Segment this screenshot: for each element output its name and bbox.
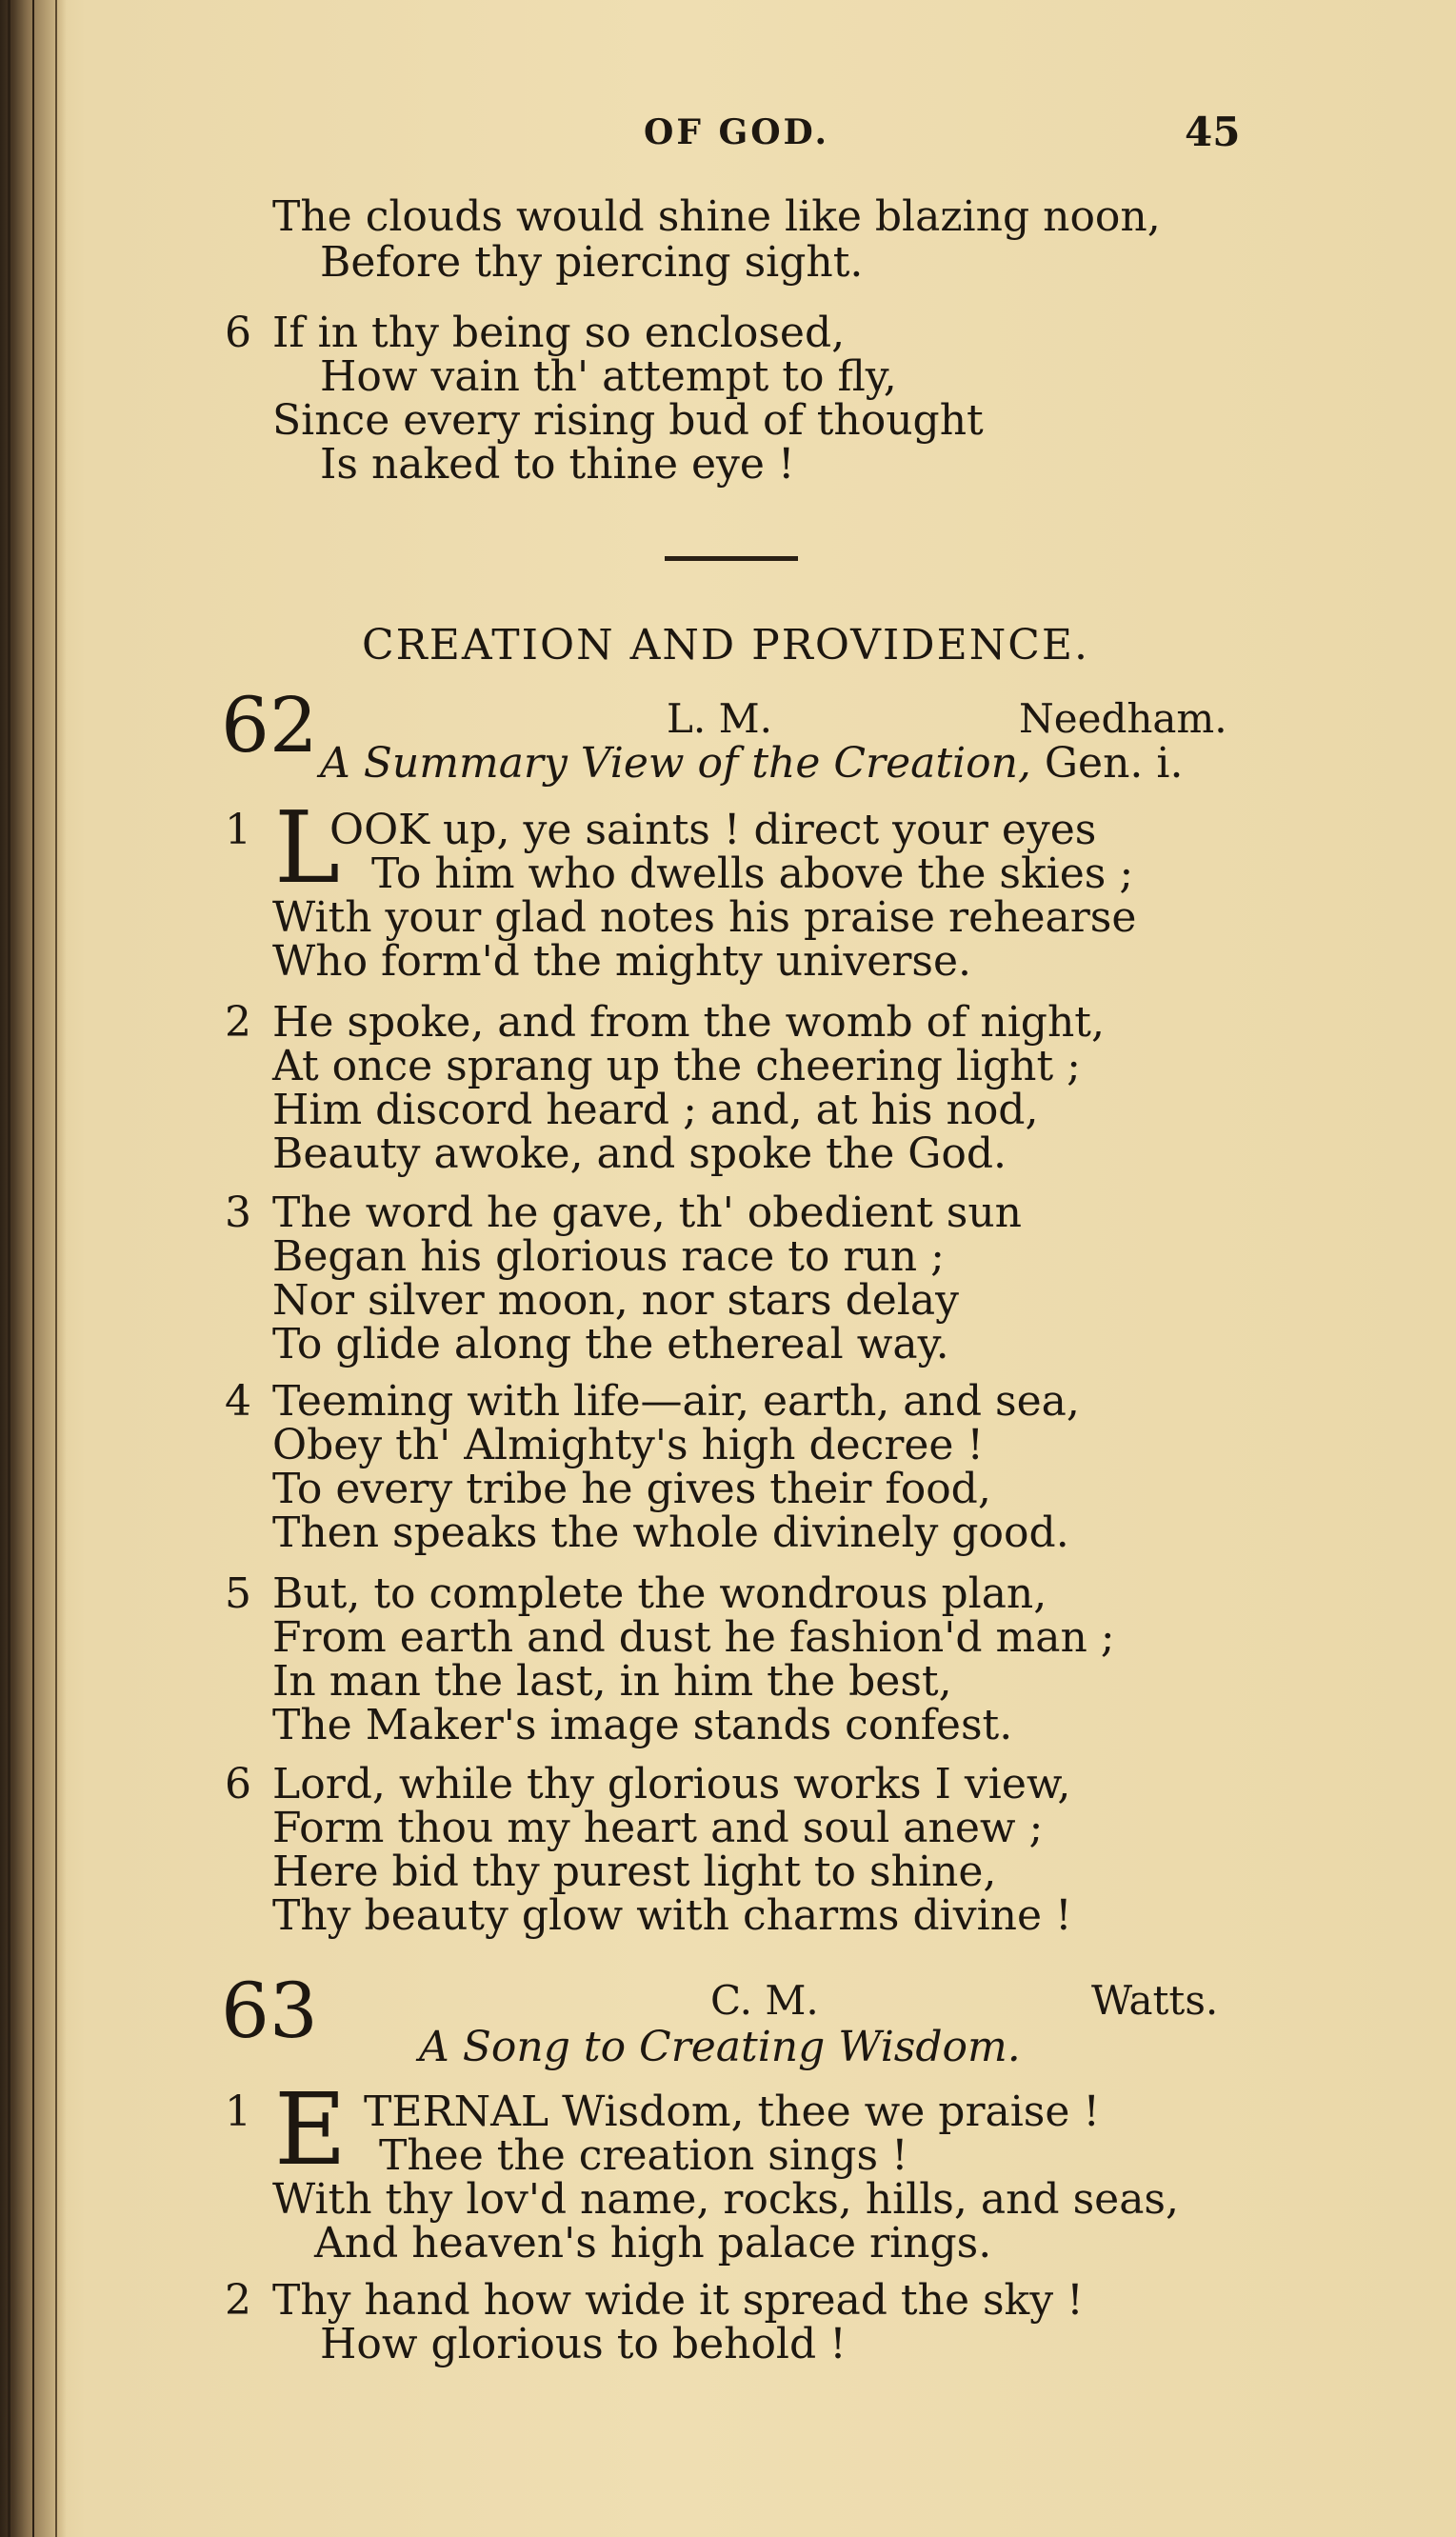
verse-line: Began his glorious race to run ;	[272, 1232, 945, 1281]
verse-line: Form thou my heart and soul anew ;	[272, 1804, 1044, 1852]
verse-line: The Maker's image stands confest.	[272, 1701, 1013, 1749]
hymn-subtitle: A Song to Creating Wisdom.	[419, 2023, 1021, 2071]
verse-line: How vain th' attempt to fly,	[320, 352, 897, 401]
verse-line: Then speaks the whole divinely good.	[272, 1508, 1069, 1557]
verse-number: 6	[225, 309, 251, 357]
verse-line: Who form'd the mighty universe.	[272, 937, 971, 986]
hymn-composer: Needham.	[1019, 695, 1227, 742]
verse-line: TERNAL Wisdom, thee we praise !	[364, 2088, 1101, 2136]
verse-number: 5	[225, 1569, 251, 1618]
spine-edge-line	[8, 0, 10, 2537]
verse-line: Here bid thy purest light to shine,	[272, 1848, 997, 1896]
verse-line: The clouds would shine like blazing noon,	[272, 192, 1161, 241]
verse-line: Thy beauty glow with charms divine !	[272, 1891, 1072, 1940]
verse-line: Thee the creation sings !	[379, 2131, 908, 2180]
running-title: OF GOD.	[644, 112, 830, 152]
section-title: CREATION AND PROVIDENCE.	[362, 621, 1089, 669]
verse-line: The word he gave, th' obedient sun	[272, 1189, 1023, 1237]
verse-line: Teeming with life—air, earth, and sea,	[272, 1377, 1080, 1426]
hymn-composer: Watts.	[1091, 1977, 1219, 2024]
verse-number: 2	[225, 998, 251, 1047]
verse-line: But, to complete the wondrous plan,	[272, 1569, 1047, 1618]
verse-number: 1	[225, 806, 251, 854]
verse-line: Lord, while thy glorious works I view,	[272, 1760, 1071, 1808]
verse-number: 2	[225, 2276, 251, 2325]
verse-line: OOK up, ye saints ! direct your eyes	[329, 806, 1097, 854]
verse-line: How glorious to behold !	[320, 2320, 847, 2368]
hymn-meter: L. M.	[667, 695, 772, 742]
hymn-subtitle	[320, 739, 1183, 788]
scripture-reference: Gen. i.	[1044, 739, 1184, 788]
verse-line: To glide along the ethereal way.	[272, 1320, 949, 1368]
verse-line: With your glad notes his praise rehearse	[272, 893, 1137, 942]
verse-line: Thy hand how wide it spread the sky !	[272, 2276, 1084, 2325]
hymn-meter: C. M.	[710, 1977, 819, 2024]
verse-line: Before thy piercing sight.	[320, 238, 864, 287]
page-header	[0, 109, 1456, 160]
spine-edge-line	[55, 0, 57, 2537]
verse-line: Him discord heard ; and, at his nod,	[272, 1086, 1039, 1134]
verse-line: Obey th' Almighty's high decree !	[272, 1421, 985, 1469]
spine-edge-line	[32, 0, 34, 2537]
verse-line: Beauty awoke, and spoke the God.	[272, 1129, 1007, 1178]
page-number: 45	[1185, 109, 1241, 155]
verse-line: Nor silver moon, nor stars delay	[272, 1276, 959, 1325]
verse-number: 1	[225, 2088, 251, 2136]
verse-line: Is naked to thine eye !	[320, 440, 795, 489]
verse-line: Since every rising bud of thought	[272, 396, 984, 445]
verse-line: To him who dwells above the skies ;	[371, 849, 1134, 898]
drop-cap: E	[274, 2071, 347, 2187]
verse-number: 4	[225, 1377, 251, 1426]
verse-line: At once sprang up the cheering light ;	[272, 1042, 1081, 1090]
verse-line: In man the last, in him the best,	[272, 1657, 952, 1706]
verse-number: 6	[225, 1760, 251, 1808]
hymn-number: 63	[221, 1967, 318, 2055]
verse-line: With thy lov'd name, rocks, hills, and seas,	[272, 2175, 1179, 2224]
drop-cap: L	[274, 789, 341, 906]
subtitle-text: A Summary View of the Creation,	[320, 739, 1031, 788]
hymn-number: 62	[221, 681, 318, 769]
verse-line: To every tribe he gives their food,	[272, 1465, 991, 1513]
section-divider	[665, 556, 798, 561]
verse-line: He spoke, and from the womb of night,	[272, 998, 1105, 1047]
verse-line: And heaven's high palace rings.	[314, 2219, 992, 2267]
verse-line: From earth and dust he fashion'd man ;	[272, 1613, 1115, 1662]
verse-line: If in thy being so enclosed,	[272, 309, 846, 357]
verse-number: 3	[225, 1189, 251, 1237]
